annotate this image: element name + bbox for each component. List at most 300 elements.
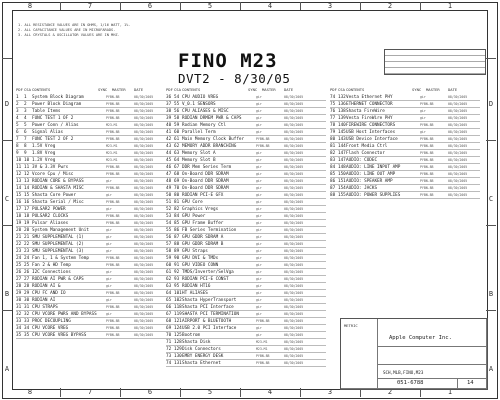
toc-date: 08/30/2005 bbox=[448, 130, 468, 134]
row-tick bbox=[2, 140, 12, 141]
toc-csa: 28 bbox=[24, 284, 30, 289]
row-label: A bbox=[4, 365, 10, 373]
drawing-title: SCH,MLB,FINO,M23 bbox=[383, 370, 424, 375]
toc-pdf: 66 bbox=[166, 305, 172, 310]
row-tick bbox=[486, 58, 496, 59]
toc-pdf: 70 bbox=[166, 333, 172, 338]
toc-master: gir bbox=[106, 242, 112, 246]
toc-master: gir bbox=[256, 102, 262, 106]
toc-pdf: 14 bbox=[16, 186, 22, 191]
toc-pdf: 19 bbox=[16, 221, 22, 226]
toc-pdf: 38 bbox=[166, 109, 172, 114]
toc-csa: 20 bbox=[24, 228, 30, 233]
toc-pdf: 67 bbox=[166, 312, 172, 317]
toc-date: 08/30/2005 bbox=[134, 312, 154, 316]
toc-csa: 22 bbox=[24, 242, 30, 247]
toc-pdf: 6 bbox=[16, 130, 19, 135]
note-line: 3. ALL CRYSTALS & OSCILLATOR VALUES ARE IN MHZ. bbox=[18, 33, 120, 37]
toc-csa: 130 bbox=[174, 354, 182, 359]
toc-contents: V_0.1 SENSORS bbox=[182, 102, 216, 107]
toc-csa: 155 bbox=[338, 193, 346, 198]
toc-master: gir bbox=[420, 130, 426, 134]
toc-date: 08/30/2005 bbox=[134, 326, 154, 330]
toc-header-pdf: PDF bbox=[166, 87, 173, 92]
toc-csa: 15 bbox=[24, 193, 30, 198]
toc-header bbox=[330, 87, 480, 94]
toc-contents: FB Series Termination bbox=[182, 228, 237, 233]
toc-pdf: 25 bbox=[16, 263, 22, 268]
toc-header-csa: CSA bbox=[338, 87, 345, 92]
toc-pdf: 43 bbox=[166, 144, 172, 149]
column-label: 6 bbox=[147, 388, 153, 396]
toc-date: 08/30/2005 bbox=[284, 333, 304, 337]
toc-date: 08/30/2005 bbox=[284, 109, 304, 113]
toc-pdf: 28 bbox=[16, 284, 22, 289]
toc-csa: 129 bbox=[174, 347, 182, 352]
toc-master: gir bbox=[256, 186, 262, 190]
toc-pdf: 1 bbox=[16, 95, 19, 100]
toc-csa: 17 bbox=[24, 207, 30, 212]
toc-header-sync: SYNC bbox=[98, 87, 108, 92]
toc-date: 08/30/2005 bbox=[448, 144, 468, 148]
document-number: 051-6788 bbox=[397, 380, 424, 386]
column-label: 6 bbox=[147, 2, 153, 10]
row-label: D bbox=[488, 100, 494, 108]
toc-pdf: 79 bbox=[330, 130, 336, 135]
toc-contents: GPU Core bbox=[182, 200, 203, 205]
toc-csa: 84 bbox=[174, 214, 180, 219]
toc-csa: 101 bbox=[174, 291, 182, 296]
toc-pdf: 63 bbox=[166, 284, 172, 289]
toc-date: 08/30/2005 bbox=[134, 130, 154, 134]
toc-pdf: 34 bbox=[16, 326, 22, 331]
toc-master: gir bbox=[256, 333, 262, 337]
toc-contents: 3V & 3.3V Pwrs bbox=[32, 165, 69, 170]
toc-pdf: 48 bbox=[166, 179, 172, 184]
column-tick bbox=[180, 2, 181, 10]
toc-pdf: 32 bbox=[16, 312, 22, 317]
toc-csa: 5 bbox=[24, 123, 27, 128]
toc-pdf: 37 bbox=[166, 102, 172, 107]
toc-contents: RODIAN DRMEM PWR & CAPS bbox=[182, 116, 242, 121]
toc-date: 08/30/2005 bbox=[284, 151, 304, 155]
toc-pdf: 22 bbox=[16, 242, 22, 247]
toc-contents: Fan 1, 1 & System Temp bbox=[32, 256, 89, 261]
toc-date: 08/30/2005 bbox=[448, 123, 468, 127]
toc-header-pdf: PDF bbox=[330, 87, 337, 92]
row-label: D bbox=[4, 100, 10, 108]
toc-master: M23-M1 bbox=[106, 123, 118, 127]
toc-pdf: 59 bbox=[166, 256, 172, 261]
toc-pdf: 71 bbox=[166, 340, 172, 345]
toc-date: 08/30/2005 bbox=[134, 319, 154, 323]
toc-header-contents: CONTENTS bbox=[182, 87, 201, 92]
toc-header-sync: SYNC bbox=[412, 87, 422, 92]
page-subtitle: DVT2 - 8/30/05 bbox=[178, 71, 291, 86]
toc-master: PYBN-8B bbox=[420, 102, 434, 106]
toc-date: 08/30/2005 bbox=[284, 347, 304, 351]
toc-date: 08/30/2005 bbox=[284, 263, 304, 267]
toc-contents: Shasta HyperTransport bbox=[182, 298, 237, 303]
toc-contents: Power Conn / Alias bbox=[32, 123, 79, 128]
toc-csa: 11 bbox=[24, 165, 30, 170]
toc-contents: CPU STRAPS bbox=[32, 305, 58, 310]
toc-csa: 148 bbox=[338, 165, 346, 170]
toc-date: 08/30/2005 bbox=[284, 137, 304, 141]
toc-master: PYBN-8B bbox=[106, 326, 120, 330]
toc-contents: Front Media Ctrl bbox=[346, 144, 388, 149]
toc-date: 08/30/2005 bbox=[284, 144, 304, 148]
toc-master: PYBN-8B bbox=[106, 333, 120, 337]
toc-master: PYBN-8B bbox=[106, 263, 120, 267]
toc-contents: AUDIO: POWER SUPPLIES bbox=[346, 193, 401, 198]
toc-date: 08/30/2005 bbox=[284, 249, 304, 253]
toc-date: 08/30/2005 bbox=[134, 221, 154, 225]
toc-csa: 88 bbox=[174, 242, 180, 247]
column-label: 7 bbox=[87, 388, 93, 396]
toc-header-master: MASTER bbox=[426, 87, 440, 92]
toc-master: gir bbox=[256, 221, 262, 225]
toc-master: gir bbox=[106, 249, 112, 253]
toc-date: 08/30/2005 bbox=[284, 235, 304, 239]
toc-pdf: 3 bbox=[16, 109, 19, 114]
row-label: C bbox=[488, 195, 494, 203]
toc-pdf: 75 bbox=[330, 102, 336, 107]
toc-csa: 30 bbox=[24, 298, 30, 303]
column-label: 1 bbox=[447, 2, 453, 10]
toc-header-csa: CSA bbox=[24, 87, 31, 92]
toc-master: gir bbox=[256, 235, 262, 239]
row-tick bbox=[486, 310, 496, 311]
toc-contents: 1.8V Vreg bbox=[32, 151, 56, 156]
column-label: 1 bbox=[447, 388, 453, 396]
toc-csa: 3 bbox=[24, 109, 27, 114]
toc-contents: SMU SUPPLEMENTAL (2) bbox=[32, 242, 84, 247]
toc-date: 08/30/2005 bbox=[284, 284, 304, 288]
toc-master: gir bbox=[256, 95, 262, 99]
toc-pdf: 9 bbox=[16, 151, 19, 156]
column-tick bbox=[240, 388, 241, 397]
toc-date: 08/30/2005 bbox=[134, 137, 154, 141]
toc-master: PYBN-8B bbox=[106, 116, 120, 120]
toc-csa: 147 bbox=[338, 158, 346, 163]
toc-master: gir bbox=[256, 123, 262, 127]
toc-pdf: 74 bbox=[330, 95, 336, 100]
toc-date: 08/30/2005 bbox=[284, 228, 304, 232]
toc-date: 08/30/2005 bbox=[134, 277, 154, 281]
toc-pdf: 8 bbox=[16, 144, 19, 149]
toc-contents: Table Items bbox=[32, 109, 61, 114]
toc-master: PYBN-8B bbox=[106, 291, 120, 295]
toc-pdf: 52 bbox=[166, 207, 172, 212]
toc-pdf: 84 bbox=[330, 165, 336, 170]
toc-contents: RODIAN & SHASTA MISC bbox=[32, 186, 84, 191]
toc-master: gir bbox=[106, 284, 112, 288]
toc-contents: Vesta FireWire PHY bbox=[346, 116, 393, 121]
toc-date: 08/30/2005 bbox=[134, 144, 154, 148]
toc-header-contents: CONTENTS bbox=[346, 87, 365, 92]
toc-contents: RODIAN PCI-E GFX bbox=[182, 193, 224, 198]
toc-date: 08/30/2005 bbox=[134, 158, 154, 162]
toc-csa: 93 bbox=[174, 277, 180, 282]
toc-pdf: 54 bbox=[166, 221, 172, 226]
toc-date: 08/30/2005 bbox=[284, 158, 304, 162]
toc-date: 08/30/2005 bbox=[448, 116, 468, 120]
toc-contents: SMU SUPPLEMENTAL (3) bbox=[32, 249, 84, 254]
toc-date: 08/30/2005 bbox=[134, 256, 154, 260]
revision-number: 14 bbox=[467, 380, 474, 386]
toc-date: 08/30/2005 bbox=[284, 242, 304, 246]
toc-header-date: DATE bbox=[448, 87, 458, 92]
toc-master: gir bbox=[256, 242, 262, 246]
toc-pdf: 51 bbox=[166, 200, 172, 205]
note-line: 1. ALL RESISTANCE VALUES ARE IN OHMS, 1/16 WATT, 1%. bbox=[18, 23, 131, 27]
row-tick bbox=[486, 225, 496, 226]
toc-master: PYBN-8B bbox=[420, 179, 434, 183]
toc-master: gir bbox=[256, 291, 262, 295]
toc-csa: 63 bbox=[174, 151, 180, 156]
toc-date: 08/30/2005 bbox=[134, 242, 154, 246]
toc-pdf: 72 bbox=[166, 347, 172, 352]
column-label: 3 bbox=[327, 2, 333, 10]
toc-pdf: 74 bbox=[166, 361, 172, 366]
column-tick bbox=[360, 2, 361, 10]
toc-contents: RODIAN AI PWR & CAPS bbox=[32, 277, 84, 282]
toc-master: gir bbox=[256, 277, 262, 281]
toc-master: gir bbox=[256, 214, 262, 218]
toc-pdf: 68 bbox=[166, 319, 172, 324]
toc-pdf: 82 bbox=[330, 151, 336, 156]
toc-csa: 13 bbox=[24, 179, 30, 184]
toc-csa: 82 bbox=[174, 207, 180, 212]
toc-date: 08/30/2005 bbox=[134, 263, 154, 267]
toc-master: PYBN-8B bbox=[420, 193, 434, 197]
toc-date: 08/30/2005 bbox=[448, 186, 468, 190]
toc-csa: 85 bbox=[174, 221, 180, 226]
toc-contents: TMDS/Inverter/SelVga bbox=[182, 270, 234, 275]
toc-master: M23-M1 bbox=[106, 158, 118, 162]
toc-pdf: 53 bbox=[166, 214, 172, 219]
toc-csa: 90 bbox=[174, 256, 180, 261]
toc-csa: 121 bbox=[174, 319, 182, 324]
row-label: A bbox=[488, 365, 494, 373]
toc-csa: 138 bbox=[338, 109, 346, 114]
toc-contents: Signal Alias bbox=[32, 130, 64, 135]
toc-date: 08/30/2005 bbox=[284, 319, 304, 323]
toc-csa: 102 bbox=[174, 298, 182, 303]
toc-master: gir bbox=[256, 284, 262, 288]
toc-pdf: 42 bbox=[166, 137, 172, 142]
toc-contents: Shasta Ethernet bbox=[182, 361, 221, 366]
toc-master: gir bbox=[256, 298, 262, 302]
toc-csa: 81 bbox=[174, 200, 180, 205]
company-name: Apple Computer Inc. bbox=[389, 335, 452, 341]
toc-master: gir bbox=[256, 256, 262, 260]
toc-master: gir bbox=[106, 270, 112, 274]
column-label: 8 bbox=[27, 388, 33, 396]
toc-pdf: 87 bbox=[330, 186, 336, 191]
toc-header-csa: CSA bbox=[174, 87, 181, 92]
toc-contents: GPU Straps bbox=[182, 249, 208, 254]
toc-contents: Shasta Core Power bbox=[32, 193, 76, 198]
toc-date: 08/30/2005 bbox=[448, 193, 468, 197]
toc-contents: RODIAN AI bbox=[32, 298, 56, 303]
toc-pdf: 46 bbox=[166, 165, 172, 170]
toc-csa: 69 bbox=[174, 179, 180, 184]
column-tick bbox=[120, 388, 121, 397]
toc-date: 08/30/2005 bbox=[134, 116, 154, 120]
toc-date: 08/30/2005 bbox=[448, 137, 468, 141]
toc-date: 08/30/2005 bbox=[284, 95, 304, 99]
toc-csa: 62 bbox=[174, 144, 180, 149]
toc-date: 08/30/2005 bbox=[284, 186, 304, 190]
column-label: 8 bbox=[27, 2, 33, 10]
toc-master: gir bbox=[256, 249, 262, 253]
toc-csa: 125 bbox=[174, 333, 182, 338]
toc-master: PYBN-8B bbox=[420, 151, 434, 155]
toc-date: 08/30/2005 bbox=[284, 305, 304, 309]
toc-date: 08/30/2005 bbox=[448, 179, 468, 183]
toc-date: 08/30/2005 bbox=[134, 214, 154, 218]
toc-pdf: 31 bbox=[16, 305, 22, 310]
toc-date: 08/30/2005 bbox=[284, 123, 304, 127]
toc-master: gir bbox=[256, 270, 262, 274]
toc-pdf: 65 bbox=[166, 298, 172, 303]
toc-row-divider bbox=[16, 338, 166, 339]
column-label: 5 bbox=[207, 388, 213, 396]
toc-contents: FIREWIRE CONNECTORS bbox=[346, 123, 396, 128]
toc-contents: GPU GDDR SDRAM A bbox=[182, 235, 224, 240]
toc-pdf: 40 bbox=[166, 123, 172, 128]
toc-date: 08/30/2005 bbox=[284, 277, 304, 281]
toc-pdf: 16 bbox=[16, 200, 22, 205]
toc-csa: 132 bbox=[338, 95, 346, 100]
toc-csa: 31 bbox=[24, 305, 30, 310]
page-title: FINO M23 bbox=[178, 50, 278, 72]
toc-date: 08/30/2005 bbox=[134, 179, 154, 183]
toc-pdf: 35 bbox=[16, 333, 22, 338]
toc-contents: MEMORY ADDR BRANCHING bbox=[182, 144, 237, 149]
toc-master: M23-M1 bbox=[256, 340, 268, 344]
toc-master: gir bbox=[420, 109, 426, 113]
toc-pdf: 21 bbox=[16, 235, 22, 240]
row-label: C bbox=[4, 195, 10, 203]
column-tick bbox=[420, 2, 421, 10]
toc-master: PYBN-8B bbox=[420, 144, 434, 148]
toc-master: PYBN-8B bbox=[106, 172, 120, 176]
toc-master: gir bbox=[256, 158, 262, 162]
toc-csa: 56 bbox=[174, 109, 180, 114]
toc-pdf: 2 bbox=[16, 102, 19, 107]
toc-csa: 67 bbox=[174, 165, 180, 170]
toc-master: gir bbox=[256, 172, 262, 176]
toc-pdf: 56 bbox=[166, 235, 172, 240]
toc-master: PYBN-8B bbox=[256, 354, 270, 358]
toc-csa: 60 bbox=[174, 130, 180, 135]
toc-contents: CPU FC AND IO bbox=[32, 291, 66, 296]
toc-contents: System Block Diagram bbox=[32, 95, 84, 100]
toc-master: PYBN-8B bbox=[420, 165, 434, 169]
column-label: 4 bbox=[267, 2, 273, 10]
toc-contents: Shasta FireWire bbox=[346, 109, 385, 114]
toc-contents: RODIAN AI & bbox=[32, 284, 61, 289]
toc-date: 08/30/2005 bbox=[448, 109, 468, 113]
toc-csa: 2 bbox=[24, 102, 27, 107]
toc-date: 08/30/2005 bbox=[134, 123, 154, 127]
toc-master: PYBN-8B bbox=[106, 186, 120, 190]
toc-master: PYBN-8B bbox=[106, 130, 120, 134]
toc-date: 08/30/2005 bbox=[134, 270, 154, 274]
toc-master: PYBN-8B bbox=[106, 200, 120, 204]
toc-csa: 139 bbox=[338, 116, 346, 121]
toc-csa: 131 bbox=[174, 361, 182, 366]
toc-contents: AUDIO: JACKS bbox=[346, 186, 378, 191]
toc-contents: Main Memory Clock Buffer bbox=[182, 137, 245, 142]
toc-csa: 143 bbox=[338, 137, 346, 142]
toc-csa: 16 bbox=[24, 200, 30, 205]
toc-master: gir bbox=[256, 165, 262, 169]
toc-date: 08/30/2005 bbox=[134, 207, 154, 211]
toc-date: 08/30/2005 bbox=[284, 270, 304, 274]
toc-contents: Shasta Disk bbox=[182, 340, 211, 345]
toc-master: M23-M1 bbox=[106, 151, 118, 155]
column-tick bbox=[300, 2, 301, 10]
toc-csa: 6 bbox=[24, 130, 27, 135]
toc-date: 08/30/2005 bbox=[134, 284, 154, 288]
toc-pdf: 15 bbox=[16, 193, 22, 198]
toc-csa: 10 bbox=[24, 158, 30, 163]
toc-header bbox=[16, 87, 166, 94]
toc-contents: Disk Connectors bbox=[182, 347, 221, 352]
toc-pdf: 30 bbox=[16, 298, 22, 303]
toc-date: 08/30/2005 bbox=[284, 165, 304, 169]
toc-master: gir bbox=[106, 228, 112, 232]
metric-label: METRIC bbox=[344, 323, 358, 328]
toc-contents: CPU AUDIO VREG bbox=[182, 95, 219, 100]
toc-csa: 118 bbox=[174, 305, 182, 310]
toc-pdf: 24 bbox=[16, 256, 22, 261]
toc-contents: GPU GDDR SDRAM B bbox=[182, 242, 224, 247]
toc-csa: 21 bbox=[24, 235, 30, 240]
toc-csa: 26 bbox=[24, 270, 30, 275]
toc-header-date: DATE bbox=[134, 87, 144, 92]
toc-csa: 147 bbox=[338, 151, 346, 156]
toc-csa: 32 bbox=[24, 312, 30, 317]
toc-master: gir bbox=[256, 193, 262, 197]
toc-contents: On-Board DDR SDRAM bbox=[182, 179, 229, 184]
toc-date: 08/30/2005 bbox=[448, 158, 468, 162]
toc-date: 08/30/2005 bbox=[448, 95, 468, 99]
toc-contents: System Management Unit bbox=[32, 228, 89, 233]
toc-contents: CPU VCORE VREG bbox=[32, 326, 69, 331]
row-label: B bbox=[4, 290, 10, 298]
toc-contents: CPU VCORE VREG BYPASS bbox=[32, 333, 87, 338]
toc-pdf: 80 bbox=[330, 137, 336, 142]
toc-pdf: 4 bbox=[16, 116, 19, 121]
toc-contents: 1.2V Vreg bbox=[32, 158, 56, 163]
toc-csa: 68 bbox=[174, 172, 180, 177]
toc-date: 08/30/2005 bbox=[134, 235, 154, 239]
toc-master: gir bbox=[256, 130, 262, 134]
toc-contents: GPU VIDEO CONN bbox=[182, 263, 219, 268]
row-tick bbox=[2, 58, 12, 59]
toc-master: PYBN-8B bbox=[106, 137, 120, 141]
toc-contents: AUDIO: SPEAKER AMP bbox=[346, 179, 393, 184]
toc-date: 08/30/2005 bbox=[448, 151, 468, 155]
toc-date: 08/30/2005 bbox=[134, 298, 154, 302]
toc-pdf: 73 bbox=[166, 354, 172, 359]
toc-master: gir bbox=[256, 312, 262, 316]
